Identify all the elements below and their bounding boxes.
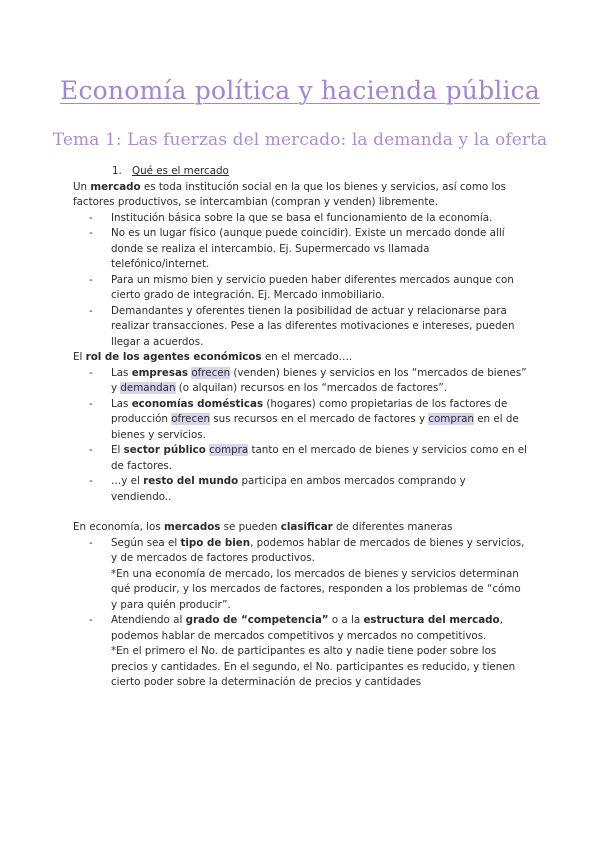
list-item: - No es un lugar físico (aunque puede coincidir). Existe un mercado donde allí donde se realiza el intercambio. Ej. Supermercado vs llamada telefónico/internet. [73, 226, 528, 273]
rol-text-a: El [73, 351, 86, 363]
document-body [73, 164, 528, 691]
list-item: - Para un mismo bien y servicio pueden haber diferentes mercados aunque con cierto grado de integración. Ej. Mercado inmobiliario. [73, 273, 528, 304]
document-subtitle: Tema 1: Las fuerzas del mercado: la demanda y la oferta [52, 130, 548, 150]
list-item: - Demandantes y oferentes tienen la posibilidad de actuar y relacionarse para realizar transacciones. Pese a las diferentes motivaciones e intereses, pueden llegar a acuerdos. [73, 304, 528, 351]
section-heading-text: Qué es el mercado [132, 165, 229, 177]
list-item-competencia: - Atendiendo al grado de “competencia” o a la estructura del mercado, podemos hablar de mercados competitivos y mercados no competitivos. *En el primero el No. de participantes es alto y nadie tiene poder sobre los precios y cantidades. En el segundo, el No. participantes es reducido, y tienen cierto poder sobre la determinación de precios y cantidades [73, 613, 528, 691]
document-title: Economía política y hacienda pública [60, 76, 540, 105]
intro-text-c: es toda institución social en la que los bienes y servicios, así como los factores productivos, se intercambian (compran y venden) libremente. [73, 180, 506, 208]
rol-bold: rol de los agentes económicos [85, 351, 262, 363]
agents-role-paragraph [73, 350, 528, 366]
highlight: compra [209, 444, 249, 456]
section-heading [73, 164, 528, 180]
list-item-empresas: - Las empresas ofrecen (venden) bienes y servicios en los “mercados de bienes” y demandan (o alquilan) recursos en los “mercados de factores”. [73, 366, 528, 397]
classification-paragraph: En economía, los mercados se pueden clasificar de diferentes maneras [73, 521, 453, 533]
economic-agents-list [73, 366, 528, 506]
intro-text-a: Un [73, 180, 91, 193]
section-number: 1. [112, 165, 122, 177]
note: *En una economía de mercado, los mercados de bienes y servicios determinan qué producir, y los mercados de factores, responden a los problemas de “cómo y para quién producir”. [111, 567, 521, 611]
list-item-economias-domesticas: - Las economías domésticas (hogares) como propietarias de los factores de producción ofrecen sus recursos en el mercado de factores y compran en el de bienes y servicios. [73, 397, 528, 444]
list-item-tipo-de-bien: - Según sea el tipo de bien, podemos hablar de mercados de bienes y servicios, y de mercados de factores productivos. *En una economía de mercado, los mercados de bienes y servicios determinan qué producir, y los mercados de factores, responden a los problemas de “cómo y para quién producir”. [73, 536, 528, 614]
list-item-sector-publico: - El sector público compra tanto en el mercado de bienes y servicios como en el de factores. [73, 443, 528, 474]
highlight: demandan [120, 382, 176, 394]
highlight: ofrecen [191, 366, 231, 379]
list-item: - Institución básica sobre la que se basa el funcionamiento de la economía. [73, 211, 528, 227]
market-characteristics-list [73, 211, 528, 351]
list-item-resto-del-mundo: - …y el resto del mundo participa en ambos mercados comprando y vendiendo.. [73, 474, 528, 505]
intro-paragraph [73, 180, 528, 211]
highlight: compran [428, 413, 474, 425]
highlight: ofrecen [171, 413, 210, 425]
classification-list [73, 536, 528, 691]
intro-bold-mercado: mercado [90, 180, 141, 193]
note: *En el primero el No. de participantes es alto y nadie tiene poder sobre los precios y cantidades. En el segundo, el No. participantes es reducido, y tienen cierto poder sobre la determinación de precios y cantidades [111, 645, 516, 688]
rol-text-c: en el mercado…. [261, 351, 353, 363]
